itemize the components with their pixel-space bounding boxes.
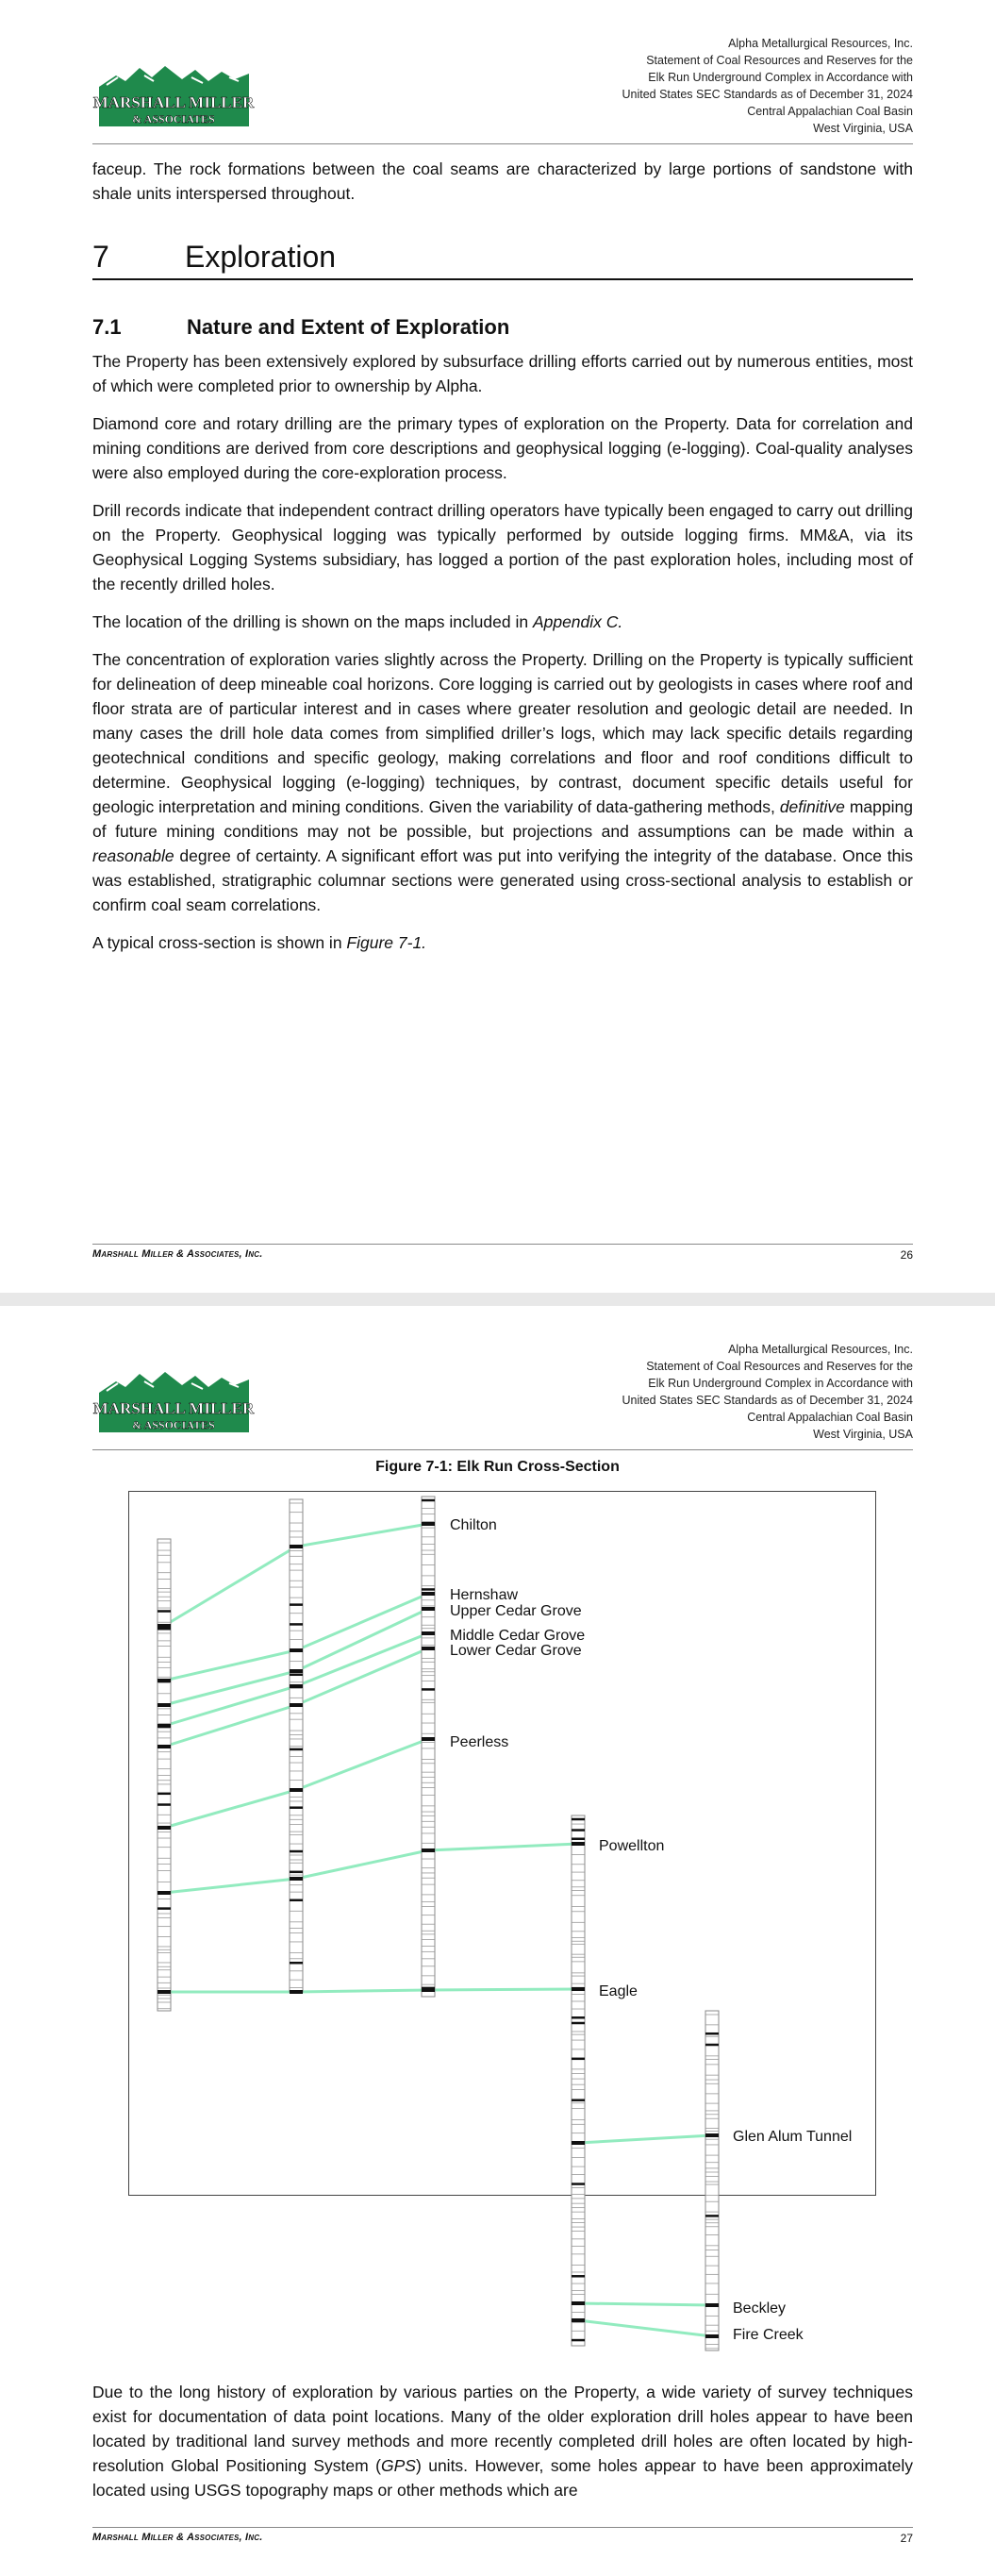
paragraph-text: The concentration of exploration varies slightly across the Property. Drilling on the Property is typically sufficient for delineation of deep mineable coal horizons. Core logging is carried out by geologists in cases where roof and floor strata are of particular interest and in cases where greater resolution and geologic detail are needed. In many cases the drill hole data comes from simplified driller’s logs, which may lack specific details regarding geotechnical conditions and specific geology, making correlations and floor and roof conditions difficult to determine. Geophysical logging (e-logging) techniques, by contrast, document specific details useful for geologic interpretation and mining conditions. Given the variability of data-gathering methods, bbox=[92, 650, 913, 816]
footer-firm-name: Marshall Miller & Associates, Inc. bbox=[92, 2532, 263, 2543]
coal-seam-band bbox=[422, 1607, 435, 1611]
coal-seam-band bbox=[572, 2301, 585, 2305]
seam-label: Lower Cedar Grove bbox=[450, 1643, 582, 1659]
paragraph bbox=[92, 647, 913, 917]
coal-seam-band bbox=[422, 1848, 435, 1852]
document-header bbox=[622, 1341, 913, 1443]
figure-caption: Figure 7-1: Elk Run Cross-Section bbox=[375, 1459, 620, 1475]
header-line: Elk Run Underground Complex in Accordance with bbox=[648, 1377, 913, 1390]
coal-seam-band bbox=[422, 1647, 435, 1650]
coal-seam-band bbox=[158, 1724, 171, 1728]
emphasis: reasonable bbox=[92, 846, 174, 865]
seam-label: Eagle bbox=[599, 1983, 638, 1999]
emphasis: GPS bbox=[380, 2456, 416, 2475]
paragraph bbox=[92, 610, 913, 634]
coal-seam-band bbox=[158, 1990, 171, 1994]
header-line: Alpha Metallurgical Resources, Inc. bbox=[728, 37, 913, 50]
svg-text:& ASSOCIATES: & ASSOCIATES bbox=[132, 112, 215, 125]
seam-correlation-line bbox=[164, 1989, 578, 1992]
seam-label: Hernshaw bbox=[450, 1587, 519, 1603]
coal-seam-band bbox=[572, 1987, 585, 1991]
header-line: United States SEC Standards as of December 31, 2024 bbox=[622, 1394, 913, 1407]
paragraph-text: Due to the long history of exploration by various parties on the Property, a wide variety of survey techniques exist for documentation of data point locations. Many of the older exploration drill holes appear to have been located by traditional land survey methods and more recently completed drill holes are often located by high-resolution Global Positioning System ( bbox=[92, 2383, 913, 2475]
intro-text: faceup. The rock formations between the coal seams are characterized by large portions of sandstone with shale units interspersed throughout. bbox=[92, 159, 913, 203]
seam-correlation-line bbox=[164, 1844, 578, 1893]
paragraph: The Property has been extensively explored by subsurface drilling efforts carried out by numerous entities, most of which were completed prior to ownership by Alpha. bbox=[92, 352, 913, 395]
seam-correlation-line bbox=[578, 2135, 712, 2143]
coal-seam-band bbox=[290, 1703, 303, 1707]
page-number: 26 bbox=[900, 1248, 913, 1262]
header-line: Statement of Coal Resources and Reserves for the bbox=[646, 54, 913, 67]
coal-seam-band bbox=[422, 1592, 435, 1596]
section-body bbox=[92, 349, 913, 968]
drill-hole-column bbox=[290, 1499, 303, 1992]
emphasis: definitive bbox=[779, 797, 845, 816]
coal-seam-band bbox=[158, 1745, 171, 1748]
drill-hole-column bbox=[158, 1539, 171, 2011]
coal-seam-band bbox=[422, 1522, 435, 1526]
coal-seam-band bbox=[572, 2141, 585, 2145]
drill-hole-column bbox=[422, 1497, 435, 1997]
page-27 bbox=[0, 1306, 995, 2576]
page-footer bbox=[92, 1248, 913, 1260]
svg-text:MARSHALL MILLER: MARSHALL MILLER bbox=[92, 93, 255, 111]
header-line: Central Appalachian Coal Basin bbox=[747, 1411, 913, 1424]
drill-hole-column bbox=[572, 1815, 585, 2346]
coal-seam-band bbox=[158, 1679, 171, 1682]
subsection-number: 7.1 bbox=[92, 315, 122, 339]
footer-firm-name: Marshall Miller & Associates, Inc. bbox=[92, 1248, 263, 1260]
seam-label: Middle Cedar Grove bbox=[450, 1628, 586, 1644]
cross-section-chart bbox=[129, 1492, 875, 2343]
coal-seam-band bbox=[158, 1624, 171, 1628]
subsection-title: Nature and Extent of Exploration bbox=[187, 315, 510, 339]
cross-section-figure bbox=[128, 1491, 876, 2343]
paragraph-text: mapping of future mining conditions may not be possible, but projections and assumptions can be made within a bbox=[92, 797, 913, 841]
subsection-heading bbox=[92, 315, 509, 340]
intro-paragraph bbox=[92, 157, 913, 219]
coal-seam-band bbox=[290, 1648, 303, 1652]
seam-label: Powellton bbox=[599, 1838, 665, 1854]
coal-seam-band bbox=[705, 2133, 719, 2137]
company-logo bbox=[92, 59, 255, 128]
seam-label: Chilton bbox=[450, 1517, 497, 1533]
header-rule bbox=[92, 1449, 913, 1450]
header-rule bbox=[92, 143, 913, 144]
drill-hole-column bbox=[705, 2011, 719, 2350]
section-heading bbox=[92, 240, 913, 280]
coal-seam-band bbox=[290, 1877, 303, 1881]
coal-seam-band bbox=[290, 1990, 303, 1994]
header-line: Alpha Metallurgical Resources, Inc. bbox=[728, 1343, 913, 1356]
coal-seam-band bbox=[422, 1631, 435, 1635]
paragraph-text: The location of the drilling is shown on the maps included in bbox=[92, 612, 533, 631]
coal-seam-band bbox=[422, 1988, 435, 1992]
section-title: Exploration bbox=[185, 240, 337, 274]
header-line: West Virginia, USA bbox=[813, 1428, 913, 1441]
coal-seam-band bbox=[705, 2334, 719, 2338]
svg-text:MARSHALL MILLER: MARSHALL MILLER bbox=[92, 1399, 255, 1417]
header-line: United States SEC Standards as of December 31, 2024 bbox=[622, 88, 913, 101]
seam-label: Beckley bbox=[733, 2300, 787, 2317]
coal-seam-band bbox=[572, 2318, 585, 2322]
seam-label: Fire Creek bbox=[733, 2327, 804, 2343]
paragraph: Drill records indicate that independent contract drilling operators have typically been engaged to carry out drilling on the Property. Geophysical logging was typically performed by outside logging firms. MM&A, via its Geophysical Logging Systems subsidiary, has logged a portion of the past exploration holes, including most of the recently drilled holes. bbox=[92, 501, 913, 594]
coal-seam-band bbox=[158, 1826, 171, 1830]
paragraph bbox=[92, 930, 913, 955]
figure-reference: Figure 7-1. bbox=[346, 933, 427, 952]
coal-seam-band bbox=[572, 1842, 585, 1846]
company-logo bbox=[92, 1364, 255, 1434]
coal-seam-band bbox=[705, 2303, 719, 2307]
footer-rule bbox=[92, 1244, 913, 1245]
coal-seam-band bbox=[422, 1737, 435, 1741]
seam-label: Glen Alum Tunnel bbox=[733, 2129, 853, 2145]
paragraph-text: A typical cross-section is shown in bbox=[92, 933, 347, 952]
seam-correlation-line bbox=[578, 2303, 712, 2305]
svg-text:& ASSOCIATES: & ASSOCIATES bbox=[132, 1418, 215, 1431]
paragraph-text: degree of certainty. A significant effort was put into verifying the integrity of the database. Once this was established, stratigraphic columnar sections were generated using cross-sectional analysis to establish or confirm coal seam correlations. bbox=[92, 846, 913, 914]
seam-correlation-line bbox=[578, 2320, 712, 2336]
coal-seam-band bbox=[290, 1669, 303, 1673]
coal-seam-band bbox=[290, 1684, 303, 1688]
coal-seam-band bbox=[158, 1703, 171, 1707]
seam-label: Upper Cedar Grove bbox=[450, 1603, 582, 1619]
header-line: Central Appalachian Coal Basin bbox=[747, 105, 913, 118]
page-number: 27 bbox=[900, 2532, 913, 2545]
paragraph bbox=[92, 2380, 913, 2502]
paragraph: Diamond core and rotary drilling are the primary types of exploration on the Property. Data for correlation and mining conditions are derived from core descriptions and geophysical logging (e-logging). Coal-quality analyses were also employed during the core-exploration process. bbox=[92, 414, 913, 482]
section-body bbox=[92, 2380, 913, 2516]
paragraph-text: ) units. However, some holes appear to have been approximately located using USGS topography maps or other methods which are bbox=[92, 2456, 913, 2500]
page-footer bbox=[92, 2532, 913, 2543]
coal-seam-band bbox=[158, 1891, 171, 1895]
section-number: 7 bbox=[92, 240, 109, 274]
header-line: Elk Run Underground Complex in Accordance with bbox=[648, 71, 913, 84]
seam-label: Peerless bbox=[450, 1734, 509, 1750]
header-line: West Virginia, USA bbox=[813, 122, 913, 135]
header-line: Statement of Coal Resources and Reserves for the bbox=[646, 1360, 913, 1373]
footer-rule bbox=[92, 2527, 913, 2528]
coal-seam-band bbox=[290, 1788, 303, 1792]
coal-seam-band bbox=[290, 1545, 303, 1548]
document-header bbox=[622, 35, 913, 137]
appendix-reference: Appendix C. bbox=[532, 612, 623, 631]
